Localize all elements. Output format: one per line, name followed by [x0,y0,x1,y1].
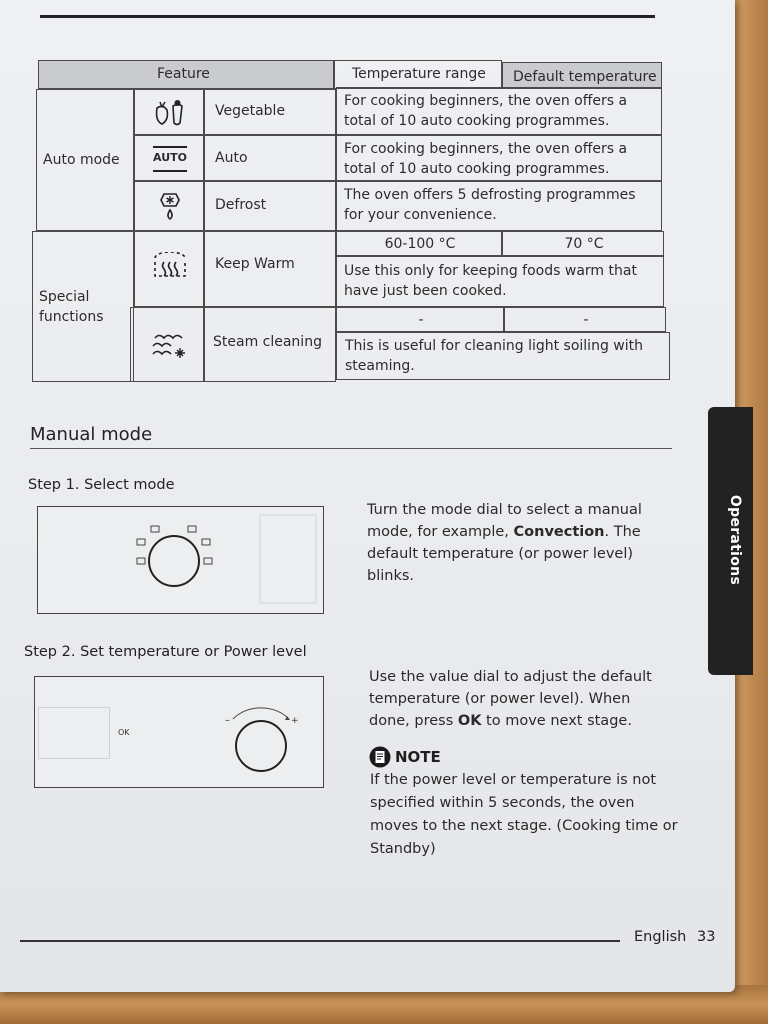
default-temperature-steam-cleaning: - [583,312,589,328]
feature-name-vegetable: Vegetable [215,103,286,119]
features-table [32,60,670,380]
step1-label: Step 1. Select mode [28,477,175,493]
footer-rule [20,940,620,942]
feature-name-steam-cleaning: Steam cleaning [213,334,322,350]
description-auto: For cooking beginners, the oven offers a total of 10 auto cooking programmes. [344,141,628,177]
header-default-temperature: Default temperature [513,69,657,85]
group-special-functions-cell [32,231,134,382]
feature-name-defrost: Defrost [215,197,267,213]
icon-cell-keep-warm [134,231,204,307]
note-icon [369,746,391,768]
step1-description [367,499,677,587]
value-dial-illustration [221,699,301,775]
step2-description [369,666,674,732]
step1-text-after: . The default temperature (or power level) blinks. [367,524,641,584]
step1-text-before: Turn the mode dial to select a manual mode, for example, [367,502,642,540]
operations-side-tab-label: Operations [727,494,743,586]
name-cell-defrost [204,181,336,231]
default-temperature-keep-warm: 70 °C [564,236,604,252]
default-temp-cell-steam-cleaning [504,307,666,332]
step1-text-bold: Convection [513,524,605,540]
header-feature: Feature [157,66,210,82]
desc-cell-auto [336,135,662,181]
name-cell-vegetable [204,89,336,135]
feature-name-keep-warm: Keep Warm [215,256,295,272]
feature-name-auto: Auto [215,150,248,166]
temp-range-cell-steam-cleaning [336,307,504,332]
header-feature-cell [38,60,334,89]
icon-cell-steam-cleaning [130,307,204,382]
step2-label: Step 2. Set temperature or Power level [24,644,307,660]
ok-label: OK [118,728,130,737]
auto-icon [153,146,187,172]
manual-mode-rule [30,448,672,449]
icon-cell-vegetable [134,89,204,135]
vegetable-icon [153,98,187,128]
description-defrost: The oven offers 5 defrosting programmes for your convenience. [344,187,636,223]
default-temp-cell-keep-warm [502,231,664,256]
name-cell-keep-warm [204,231,336,307]
description-vegetable: For cooking beginners, the oven offers a total of 10 auto cooking programmes. [344,93,628,129]
footer-language: English [634,929,687,945]
name-cell-steam-cleaning [204,307,336,382]
mode-dial-diagram [37,506,324,614]
defrost-icon [157,191,183,223]
temperature-range-steam-cleaning: - [418,312,424,328]
note-text: If the power level or temperature is not specified within 5 seconds, the oven moves to the next stage. (Cooking time or Standby) [370,772,678,857]
auto-icon-text: AUTO [153,151,187,164]
desc-cell-defrost [336,181,662,231]
top-rule [40,15,655,18]
name-cell-auto [204,135,336,181]
step2-text-after: to move next stage. [481,713,632,729]
step2-text-before: Use the value dial to adjust the default temperature (or power level). When done, press [369,669,652,729]
display-outline [38,707,110,759]
description-keep-warm: Use this only for keeping foods warm that have just been cooked. [344,263,637,299]
group-auto-mode-cell [36,89,134,231]
description-steam-cleaning: This is useful for cleaning light soiling with steaming. [345,338,643,374]
group-special-functions: Special functions [39,289,104,325]
desc-cell-keep-warm [336,256,664,307]
mode-dial-illustration [38,507,322,611]
group-auto-mode: Auto mode [43,152,120,168]
keep-warm-icon [152,252,188,282]
value-dial-diagram [34,676,324,788]
step2-text-bold: OK [457,713,482,729]
manual-mode-title: Manual mode [30,424,153,445]
header-temp-range-cell [334,60,502,89]
temp-range-cell-keep-warm [336,231,502,256]
header-default-temp-cell [502,62,662,89]
temperature-range-keep-warm: 60-100 °C [384,236,456,252]
desc-cell-vegetable [336,87,662,135]
icon-cell-defrost [134,181,204,231]
svg-text:–: – [225,715,230,726]
footer-page-number: 33 [697,929,716,945]
note-title: NOTE [395,748,441,766]
svg-text:+: + [291,716,299,726]
header-temperature-range: Temperature range [352,66,486,82]
steam-cleaning-icon [150,332,188,362]
icon-cell-auto [134,135,204,181]
desc-cell-steam-cleaning [336,332,670,380]
